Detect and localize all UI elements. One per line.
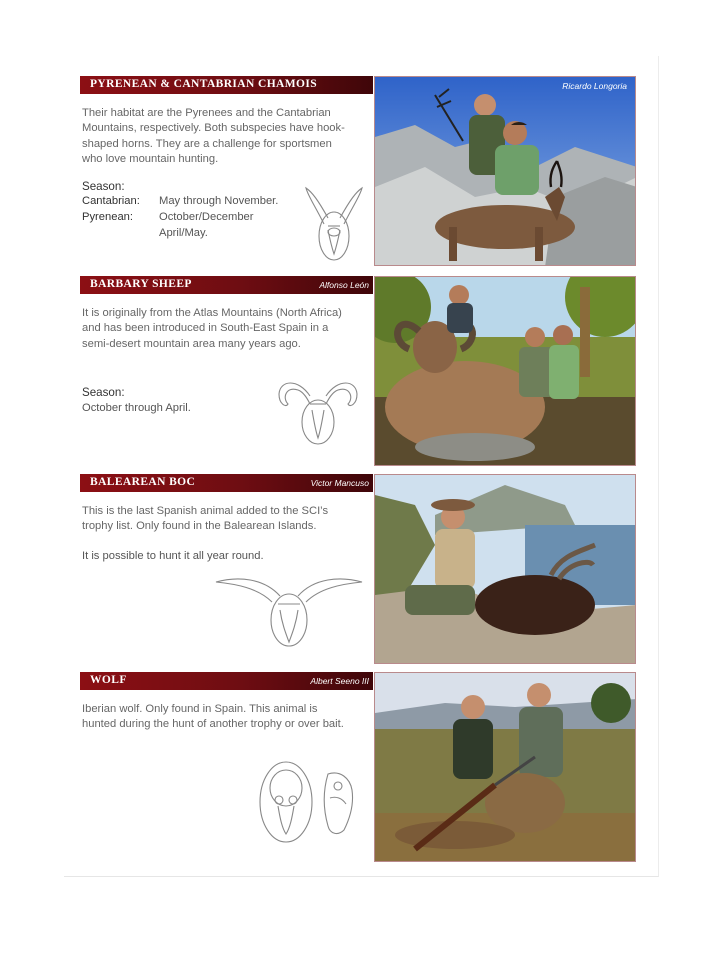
season-note: It is possible to hunt it all year round. bbox=[82, 550, 264, 562]
season-label: Season: bbox=[82, 180, 125, 193]
barbary-sheep-skull-icon bbox=[276, 374, 360, 448]
season-value: May through November. bbox=[159, 195, 279, 207]
section-description: Their habitat are the Pyrenees and the Cantabrian Mountains, respectively. Both subspecies have hook-shaped horns. They are a challenge for sportsmen who love mountain hunting. bbox=[82, 107, 345, 165]
section-wolf bbox=[80, 672, 636, 862]
season-key: Cantabrian: bbox=[82, 195, 140, 207]
section-description: This is the last Spanish animal added to the SCI’s trophy list. Only found in the Balearean Islands. bbox=[82, 505, 329, 533]
boc-trophy-photo bbox=[374, 474, 636, 664]
season-value: October/December bbox=[159, 211, 254, 223]
season-value: October through April. bbox=[82, 402, 191, 414]
wolf-photo-scene bbox=[375, 673, 636, 862]
season-row-pyrenean bbox=[82, 211, 254, 223]
section-description: Iberian wolf. Only found in Spain. This animal is hunted during the hunt of another trophy or over bait. bbox=[82, 703, 344, 731]
wolf-skull-side-icon bbox=[320, 768, 356, 838]
section-header bbox=[80, 672, 373, 690]
barbary-sheep-trophy-photo bbox=[374, 276, 636, 466]
section-title: PYRENEAN & CANTABRIAN CHAMOIS bbox=[90, 78, 318, 90]
section-chamois bbox=[80, 76, 636, 266]
header-credit: Alfonso León bbox=[319, 280, 369, 290]
chamois-photo-scene bbox=[375, 77, 636, 266]
season-value-extra: April/May. bbox=[159, 227, 208, 239]
section-title: WOLF bbox=[90, 674, 127, 686]
section-title: BALEAREAN BOC bbox=[90, 476, 196, 488]
section-barbary-sheep bbox=[80, 276, 636, 466]
chamois-skull-icon bbox=[302, 184, 366, 264]
boc-skull-icon bbox=[214, 570, 364, 650]
section-header bbox=[80, 474, 373, 492]
season-key: Pyrenean: bbox=[82, 211, 133, 223]
season-row-cantabrian bbox=[82, 195, 278, 207]
wolf-skull-front-icon bbox=[256, 758, 316, 844]
wolf-trophy-photo bbox=[374, 672, 636, 862]
header-credit: Victor Mancuso bbox=[310, 478, 369, 488]
section-title: BARBARY SHEEP bbox=[90, 278, 192, 290]
season-label: Season: bbox=[82, 386, 125, 399]
photo-credit: Ricardo Longoria bbox=[562, 81, 627, 91]
section-header bbox=[80, 76, 373, 94]
brochure-page bbox=[64, 56, 659, 877]
section-balearean-boc bbox=[80, 474, 636, 664]
barbary-sheep-photo-scene bbox=[375, 277, 636, 466]
header-credit: Albert Seeno III bbox=[310, 676, 369, 686]
section-header bbox=[80, 276, 373, 294]
chamois-trophy-photo bbox=[374, 76, 636, 266]
boc-photo-scene bbox=[375, 475, 636, 664]
section-description: It is originally from the Atlas Mountains (North Africa) and has been introduced in South-East Spain in a semi-desert mountain area many years ago. bbox=[82, 307, 342, 350]
